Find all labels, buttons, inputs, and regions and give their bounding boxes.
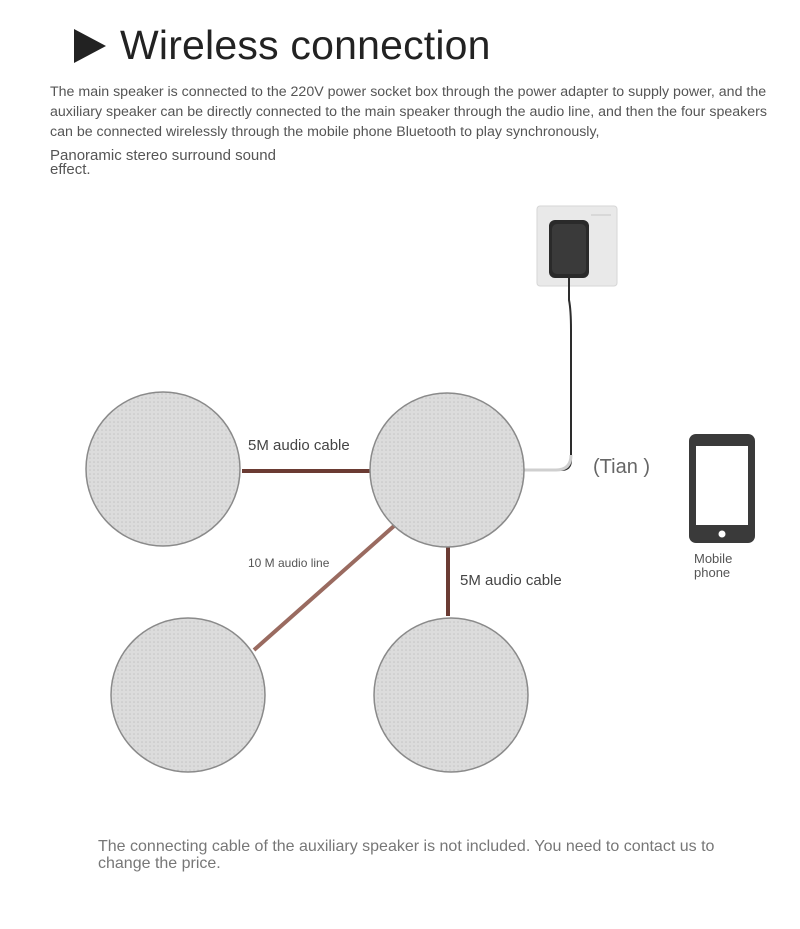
cable-label-diagonal: 10 M audio line — [248, 556, 330, 570]
footnote-text: The connecting cable of the auxiliary speaker is not included. You need to contact us to change the price. — [98, 838, 715, 872]
intro-paragraph: The main speaker is connected to the 220V power socket box through the power adapter to supply power, and the auxiliary speaker can be directly connected to the main speaker through the audio line, and then the four speakers can be connected wirelessly through the mobile phone Bluetooth to play synchronously, — [50, 84, 767, 140]
power-adapter — [537, 206, 617, 286]
mobile-phone-icon — [689, 434, 755, 543]
subtitle-text: Panoramic stereo surround sound effect. — [50, 147, 276, 178]
audio-cable-diagonal — [254, 526, 394, 650]
speaker-bottom-right — [374, 618, 528, 772]
tian-label: (Tian ) — [593, 456, 651, 478]
speaker-main — [370, 393, 524, 547]
power-cord — [522, 278, 571, 470]
speaker-bottom-left — [111, 618, 265, 772]
speaker-left — [86, 392, 240, 546]
cable-label-top: 5M audio cable — [248, 437, 350, 454]
page-title: Wireless connection — [120, 22, 491, 68]
mobile-phone-label: Mobile phone — [694, 551, 733, 580]
cable-label-vertical: 5M audio cable — [460, 572, 562, 589]
